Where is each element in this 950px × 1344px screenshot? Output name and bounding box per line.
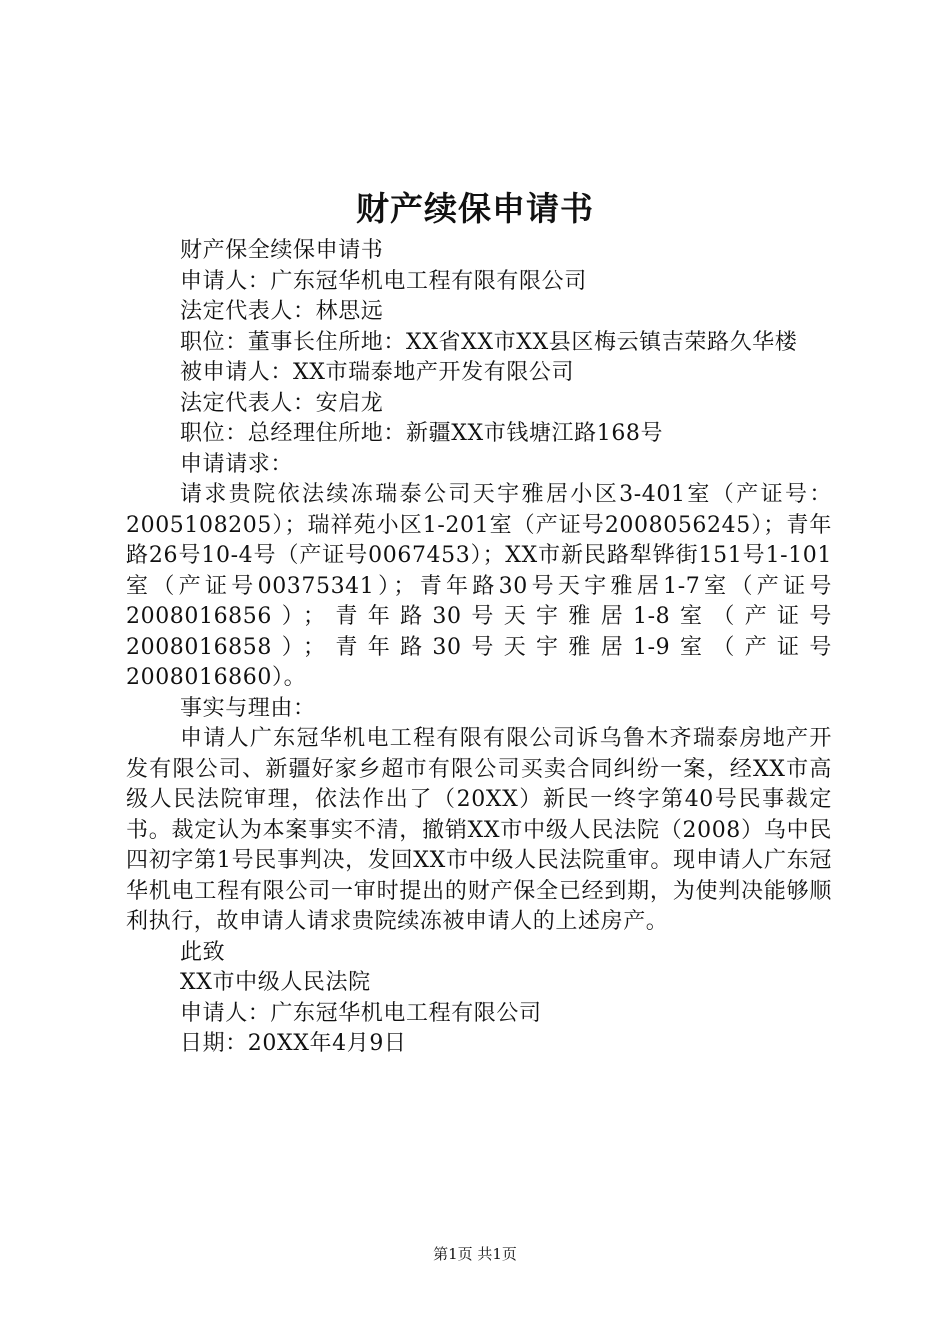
court-name: XX市中级人民法院 xyxy=(180,970,371,995)
signature-applicant: 申请人：广东冠华机电工程有限公司 xyxy=(180,1000,542,1026)
respondent-position-address-line: 职位：总经理住所地：新疆XX市钱塘江路168号 xyxy=(180,421,664,446)
signature-date: 日期：20XX年4月9日 xyxy=(180,1031,407,1056)
applicant-line: 申请人：广东冠华机电工程有限有限公司 xyxy=(180,268,587,294)
facts-heading: 事实与理由： xyxy=(180,695,316,721)
document-body xyxy=(126,236,832,1060)
respondent-line: 被申请人：XX市瑞泰地产开发有限公司 xyxy=(180,360,575,385)
request-heading: 申请请求： xyxy=(180,451,294,477)
page-number-footer: 第1页 共1页 xyxy=(433,1245,517,1263)
respondent-representative-line: 法定代表人：安启龙 xyxy=(180,390,384,416)
request-paragraph: 请求贵院依法续冻瑞泰公司天宇雅居小区3-401室（产证号：2005108205）；瑞祥苑小区1-201室（产证号2008056245）；青年路26号10-4号（产证号0067453）；XX市新民路犁铧街151号1-101室（产证号00375341）；青年路30号天宇雅居1-7室（产证号2008016856）；青年路30号天宇雅居1-8室（产证号2008016858）；青年路30号天宇雅居1-9室（产证号2008016860）。 xyxy=(126,482,832,690)
closing-salutation: 此致 xyxy=(180,939,226,965)
facts-paragraph: 申请人广东冠华机电工程有限有限公司诉乌鲁木齐瑞泰房地产开发有限公司、新疆好家乡超市有限公司买卖合同纠纷一案，经XX市高级人民法院审理，依法作出了（20XX）新民一终字第40号民事裁定书。裁定认为本案事实不清，撤销XX市中级人民法院（2008）乌中民四初字第1号民事判决，发回XX市中级人民法院重审。现申请人广东冠华机电工程有限公司一审时提出的财产保全已经到期，为使判决能够顺利执行，故申请人请求贵院续冻被申请人的上述房产。 xyxy=(126,726,832,934)
applicant-position-address-line: 职位：董事长住所地：XX省XX市XX县区梅云镇吉荣路久华楼 xyxy=(180,329,798,355)
applicant-representative-line: 法定代表人：林思远 xyxy=(180,299,384,324)
document-title: 财产续保申请书 xyxy=(356,189,594,228)
subtitle-line: 财产保全续保申请书 xyxy=(180,238,384,263)
